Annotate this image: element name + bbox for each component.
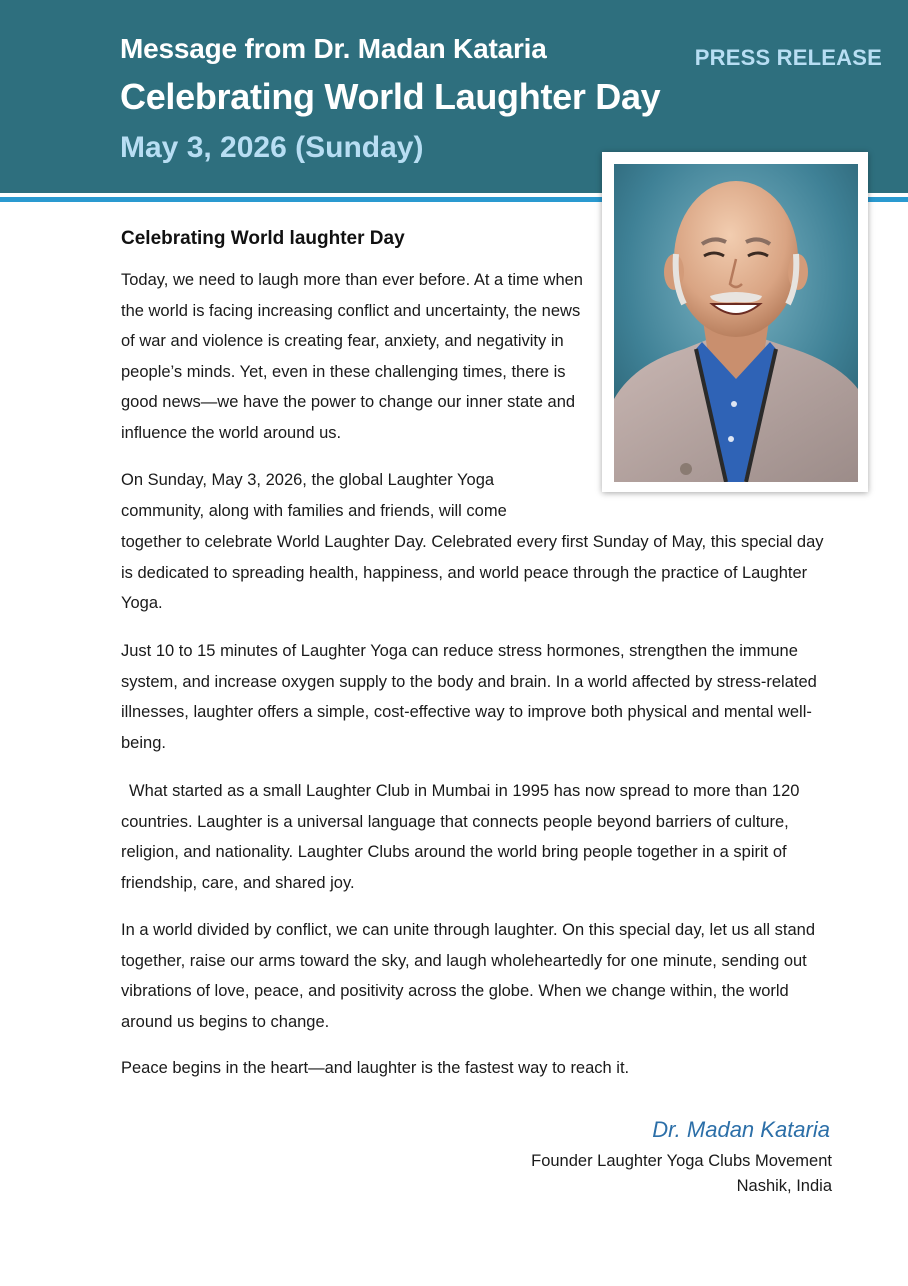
portrait-frame (602, 152, 868, 492)
header-message-from: Message from Dr. Madan Kataria (120, 33, 547, 64)
signature-name: Dr. Madan Kataria (652, 1117, 830, 1142)
portrait-photo (614, 164, 858, 482)
paragraph-2-start: On Sunday, May 3, 2026, the global Laughter Yoga community, along with families and friends, will come (121, 471, 507, 520)
section-title: Celebrating World laughter Day (121, 228, 405, 249)
press-release-tag: PRESS RELEASE (694, 45, 882, 70)
paragraph-5: In a world divided by conflict, we can unite through laughter. On this special day, let us all stand together, raise our arms toward the sky, and laugh wholeheartedly for one minute, sending out vibrations of love, peace, and positivity across the globe. When we change within, the world around us begins to change. (121, 921, 816, 1031)
paragraph-2-cont: together to celebrate World Laughter Day. Celebrated every first Sunday of May, this special day is dedicated to spreading health, happiness, and world peace through the practice of Laughter Yoga. (121, 533, 824, 612)
paragraph-4: What started as a small Laughter Club in Mumbai in 1995 has now spread to more than 120 countries. Laughter is a universal language that connects people beyond barriers of culture, religion, and nationality. Laughter Clubs around the world bring people together in a spirit of friendship, care, and shared joy. (121, 782, 800, 892)
header-date: May 3, 2026 (Sunday) (120, 131, 424, 164)
signature-location: Nashik, India (736, 1177, 832, 1195)
header-title: Celebrating World Laughter Day (120, 76, 661, 117)
paragraph-6: Peace begins in the heart—and laughter is the fastest way to reach it. (121, 1059, 630, 1077)
signature-title: Founder Laughter Yoga Clubs Movement (531, 1152, 832, 1170)
paragraph-1: Today, we need to laugh more than ever before. At a time when the world is facing increasing conflict and uncertainty, the news of war and violence is creating fear, anxiety, and negativity in people’s minds. Yet, even in these challenging times, there is good news—we have the power to change our inner state and influence the world around us. (121, 271, 583, 442)
paragraph-3: Just 10 to 15 minutes of Laughter Yoga can reduce stress hormones, strengthen the immune system, and increase oxygen supply to the body and brain. In a world affected by stress-related illnesses, laughter offers a simple, cost-effective way to improve both physical and mental well-being. (121, 642, 817, 752)
